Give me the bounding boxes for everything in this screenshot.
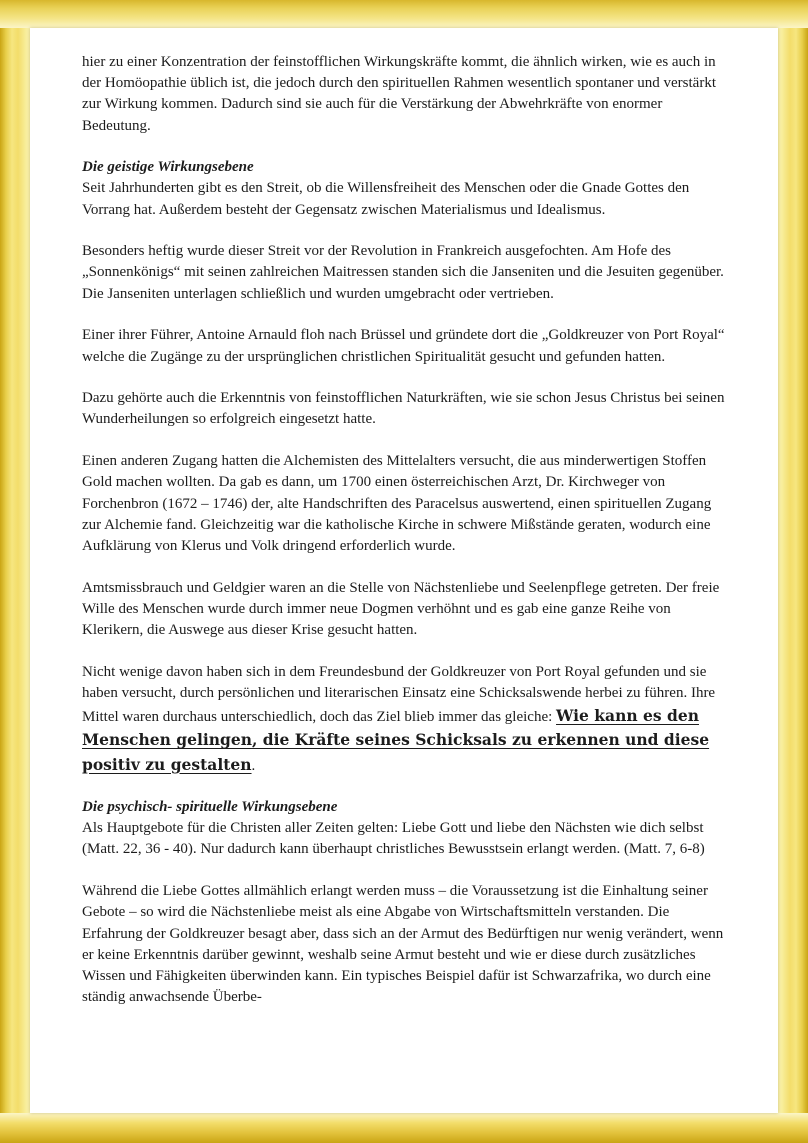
document-body — [82, 52, 730, 1029]
paragraph: Einen anderen Zugang hatten die Alchemisten des Mittelalters versucht, die aus minderwertigen Stoffen Gold machen wollten. Da gab es dann, um 1700 einen österreichischen Arzt, Dr. Kirchweger von Forchenbron (1672 – 1746) der, alte Handschriften des Paracelsus auswertend, einen spirituellen Zugang zur Alchemie fand. Gleichzeitig war die katholische Kirche in schwere Mißstände geraten, wodurch eine Aufklärung von Klerus und Volk dringend erforderlich wurde. — [82, 453, 712, 554]
paragraph: Während die Liebe Gottes allmählich erlangt werden muss – die Voraussetzung ist die Einhaltung seiner Gebote – so wird die Nächstenliebe meist als eine Abgabe von Wirtschaftsmitteln verstanden. Die Erfahrung der Goldkreuzer besagt aber, dass sich an der Armut des Bedürftigen nur wenig verändert, wenn er keine Erkenntnis darüber gewinnt, weshalb seine Armut besteht und wie er diese durch zusätzliches Wissen und Fähigkeiten überwinden kann. Ein typisches Beispiel dafür ist Schwarzafrika, wo durch eine ständig anwachsende Überbe- — [82, 883, 724, 1006]
paragraph-text: Nicht wenige davon haben sich in dem Freundesbund der Goldkreuzer von Port Royal gefunden und sie haben versucht, durch persönlichen und literarischen Einsatz eine Schicksalswende herbei zu führen. Ihre Mittel waren durchaus unterschiedlich, doch das Ziel blieb immer das gleiche: — [82, 663, 716, 726]
document-page — [30, 28, 778, 1113]
paragraph-end: . — [251, 757, 256, 774]
paragraph: Seit Jahrhunderten gibt es den Streit, ob die Willensfreiheit des Menschen oder die Gnade Gottes den Vorrang hat. Außerdem besteht der Gegensatz zwischen Materialismus und Idealismus. — [82, 180, 690, 218]
paragraph: Einer ihrer Führer, Antoine Arnauld floh nach Brüssel und gründete dort die „Goldkreuzer von Port Royal“ welche die Zugänge zu der ursprünglichen christlichen Spiritualität gesucht und gefunden hatten. — [82, 327, 725, 365]
intro-paragraph: hier zu einer Konzentration der feinstofflichen Wirkungskräfte kommt, die ähnlich wirken, wie es auch in der Homöopathie üblich ist, die jedoch durch den spirituellen Rahmen wesentlich spontaner und verstärkt zur Wirkung kommen. Dadurch sind sie auch für die Verstärkung der Abwehrkräfte von enormer Bedeutung. — [82, 54, 716, 134]
frame-bottom-border — [0, 1113, 808, 1143]
paragraph: Amtsmissbrauch und Geldgier waren an die Stelle von Nächstenliebe und Seelenpflege getreten. Der freie Wille des Menschen wurde durch immer neue Dogmen verhöhnt und es gab eine ganze Reihe von Klerikern, die Auswege aus dieser Krise gesucht hatten. — [82, 579, 720, 639]
frame-top-border — [0, 0, 808, 28]
section-heading-geistige: Die geistige Wirkungsebene — [82, 159, 254, 176]
emphasized-question: Wie kann es den Menschen gelingen, die Kräfte seines Schicksals zu erkennen und diese positiv zu gestalten — [82, 706, 710, 774]
paragraph-with-emphasis — [82, 662, 730, 777]
paragraph: Als Hauptgebote für die Christen aller Zeiten gelten: Liebe Gott und liebe den Nächsten wie dich selbst (Matt. 22, 36 - 40). Nur dadurch kann überhaupt christliches Bewusstsein erlangt werden. (Matt. 7, 6-8) — [82, 820, 705, 858]
section-heading-psychisch: Die psychisch- spirituelle Wirkungsebene — [82, 799, 338, 816]
paragraph: Dazu gehörte auch die Erkenntnis von feinstofflichen Naturkräften, wie sie schon Jesus Christus bei seinen Wunderheilungen so erfolgreich eingesetzt hatte. — [82, 390, 725, 428]
paragraph: Besonders heftig wurde dieser Streit vor der Revolution in Frankreich ausgefochten. Am Hofe des „Sonnenkönigs“ mit seinen zahlreichen Maitressen standen sich die Janseniten und die Jesuiten gegenüber. Die Janseniten unterlagen schließlich und wurden umgebracht oder vertrieben. — [82, 243, 724, 302]
